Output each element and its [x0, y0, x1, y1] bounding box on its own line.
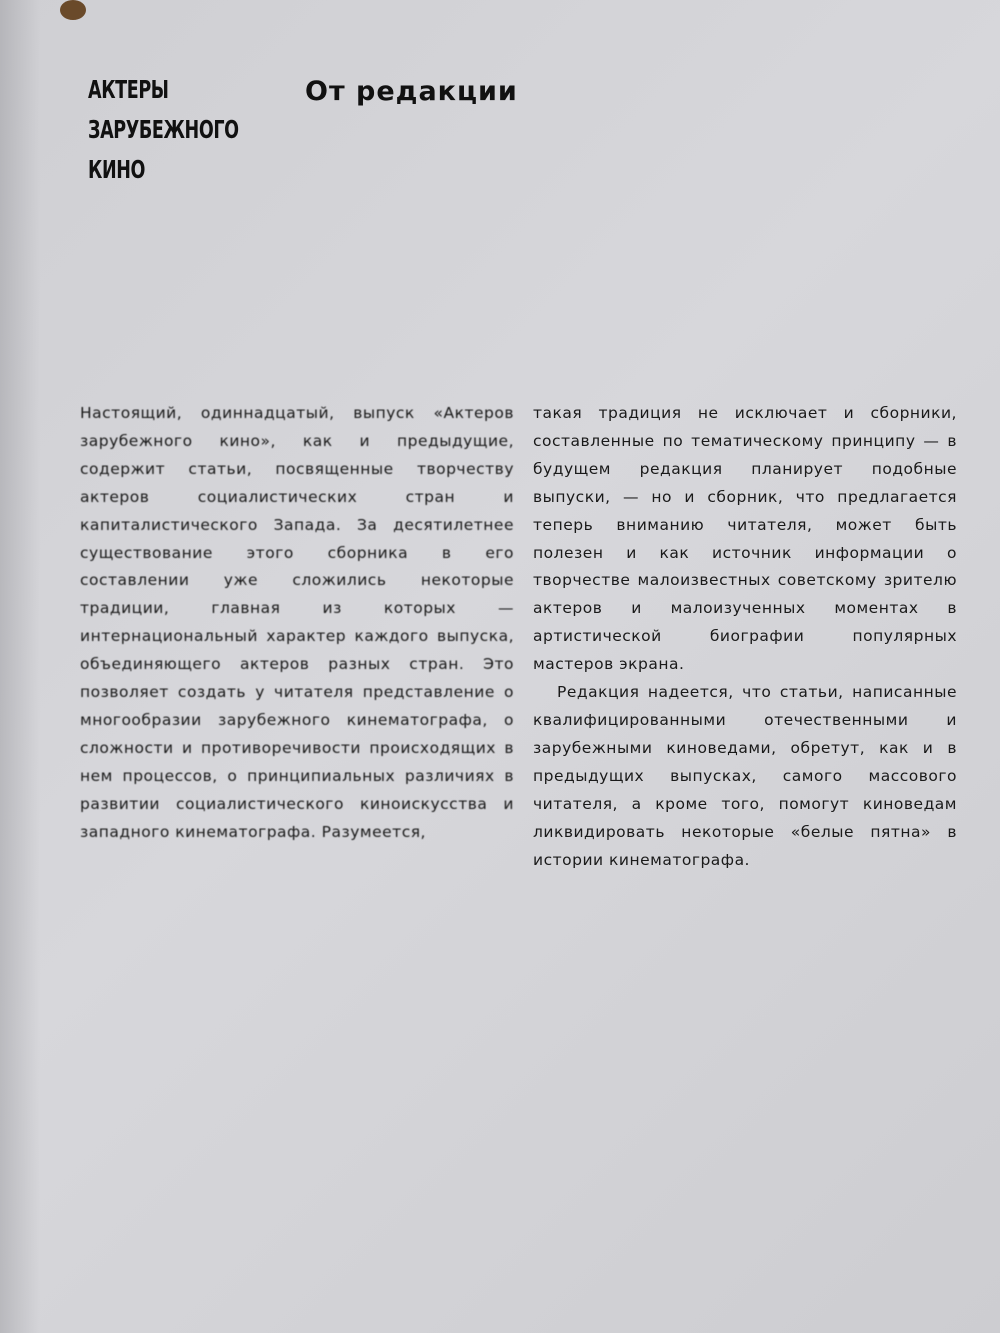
page-edge-shadow	[0, 0, 40, 1333]
right-column-paragraph-2: Редакция надеется, что статьи, написанные квалифицированными отечественными и зарубежными киноведами, обретут, как и в предыдущих выпусках, самого массового читателя, а кроме того, помогут киноведам ликвидировать некоторые «белые пятна» в истории кинематографа.	[533, 683, 957, 869]
series-title	[88, 70, 244, 190]
right-column-paragraph-1: такая традиция не исключает и сборники, составленные по тематическому принципу — в будущем редакция планирует подобные выпуски, — но и сборник, что предлагается теперь вниманию читателя, может быть полезен и как источник информации о творчестве малоизвестных советскому зрителю актеров и малоизученных моментах в артистической биографии популярных мастеров экрана.	[533, 404, 957, 674]
series-title-line-2: ЗАРУБЕЖНОГО	[88, 115, 239, 144]
section-heading: От редакции	[305, 76, 518, 107]
left-column-paragraph: Настоящий, одиннадцатый, выпуск «Актеров зарубежного кино», как и предыдущие, содержит статьи, посвященные творчеству актеров социалистических стран и капиталистического Запада. За десятилетнее существование этого сборника в его составлении уже сложились некоторые традиции, главная из которых — интернациональный характер каждого выпуска, объединяющего актеров разных стран. Это позволяет создать у читателя представление о многообразии зарубежного кинематографа, о сложности и противоречивости происходящих в нем процессов, о принципиальных различиях в развитии социалистического киноискусства и западного кинематографа. Разумеется,	[80, 404, 514, 841]
series-title-line-1: АКТЕРЫ	[88, 75, 169, 104]
series-title-line-3: КИНО	[88, 155, 146, 184]
corner-stain-mark	[60, 0, 86, 20]
right-text-column	[533, 400, 957, 874]
left-text-column	[80, 400, 514, 847]
